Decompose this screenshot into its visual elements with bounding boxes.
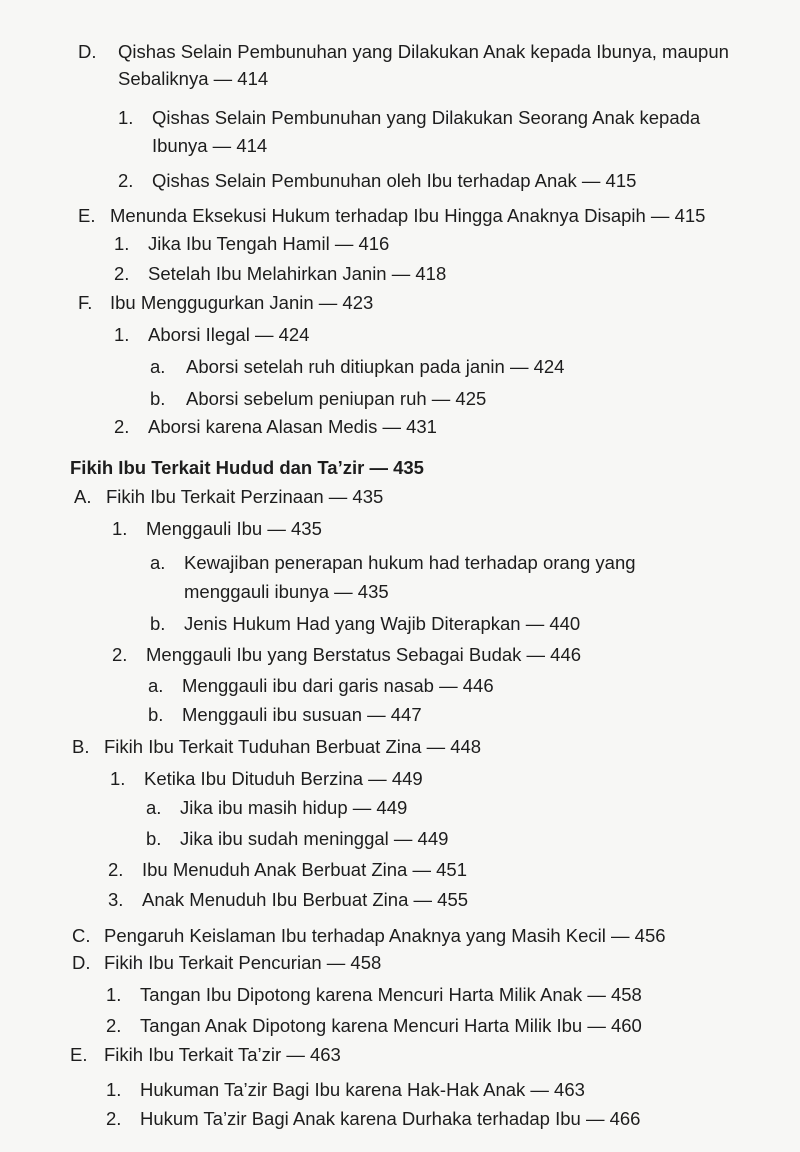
toc-entry-text: Hukuman Ta’zir Bagi Ibu karena Hak-Hak Anak — 463 [140,1079,585,1100]
toc-entry-text: Menggauli Ibu yang Berstatus Sebagai Budak — 446 [146,644,582,665]
toc-entry-text: menggauli ibunya — 435 [184,581,389,602]
toc-entry-text: Menggauli Ibu — 435 [146,518,322,539]
toc-entry-marker: 3. [108,889,124,910]
toc-entry-marker: 1. [114,324,130,345]
toc-entry-marker: a. [148,675,164,696]
toc-entry-text: Qishas Selain Pembunuhan oleh Ibu terhadap Anak — 415 [152,170,637,191]
toc-entry-text: Anak Menuduh Ibu Berbuat Zina — 455 [142,889,469,910]
toc-entry-marker: b. [146,828,162,849]
toc-entry-text: Fikih Ibu Terkait Tuduhan Berbuat Zina — 448 [104,736,482,757]
toc-entry-marker: 1. [110,768,126,789]
toc-entry-text: Fikih Ibu Terkait Pencurian — 458 [104,952,382,973]
toc-entry-marker: D. [72,952,91,973]
toc-entry-marker: b. [150,613,166,634]
toc-entry-marker: B. [72,736,90,757]
toc-entry-marker: 1. [106,1079,122,1100]
toc-entry-marker: b. [148,704,164,725]
toc-entry-marker: 2. [114,416,130,437]
toc-entry-text: Ibu Menggugurkan Janin — 423 [110,292,374,313]
toc-entry-marker: 2. [106,1108,122,1129]
toc-entry-marker: D. [78,41,97,62]
toc-entry-text: Kewajiban penerapan hukum had terhadap orang yang [184,552,636,573]
toc-entry-text: Hukum Ta’zir Bagi Anak karena Durhaka terhadap Ibu — 466 [140,1108,641,1129]
toc-entry-text: Aborsi setelah ruh ditiupkan pada janin — 424 [186,356,565,377]
toc-entry-marker: a. [146,797,162,818]
toc-entry-text: Sebaliknya — 414 [118,68,269,89]
toc-entry-text: Qishas Selain Pembunuhan yang Dilakukan Anak kepada Ibunya, maupun [118,41,729,62]
toc-entry-marker: 2. [112,644,128,665]
toc-entry-marker: 2. [114,263,130,284]
toc-entry-text: Menunda Eksekusi Hukum terhadap Ibu Hingga Anaknya Disapih — 415 [110,205,706,226]
toc-entry-marker: a. [150,552,166,573]
toc-entry-marker: 2. [106,1015,122,1036]
toc-entry-text: Tangan Anak Dipotong karena Mencuri Harta Milik Ibu — 460 [140,1015,642,1036]
toc-entry-text: Jika ibu sudah meninggal — 449 [180,828,449,849]
toc-entry-marker: E. [70,1044,88,1065]
toc-entry-marker: E. [78,205,96,226]
toc-entry-text: Setelah Ibu Melahirkan Janin — 418 [148,263,447,284]
section-heading-text: Fikih Ibu Terkait Hudud dan Ta’zir — 435 [70,457,424,478]
toc-entry-text: Menggauli ibu dari garis nasab — 446 [182,675,494,696]
toc-entry-marker: F. [78,292,93,313]
toc-entry-text: Aborsi karena Alasan Medis — 431 [148,416,437,437]
toc-entry-text: Fikih Ibu Terkait Ta’zir — 463 [104,1044,341,1065]
toc-entry-text: Ibu Menuduh Anak Berbuat Zina — 451 [142,859,467,880]
toc-entry-text: Ketika Ibu Dituduh Berzina — 449 [144,768,423,789]
toc-entry-text: Ibunya — 414 [152,135,268,156]
toc-entry-text: Jika ibu masih hidup — 449 [180,797,408,818]
toc-entry-text: Tangan Ibu Dipotong karena Mencuri Harta Milik Anak — 458 [140,984,642,1005]
toc-entry-text: Aborsi Ilegal — 424 [148,324,310,345]
toc-entry-marker: 2. [118,170,134,191]
toc-entry-text: Aborsi sebelum peniupan ruh — 425 [186,388,487,409]
toc-entry-marker: b. [150,388,166,409]
toc-entry-text: Jenis Hukum Had yang Wajib Diterapkan — 440 [184,613,581,634]
toc-entry-marker: a. [150,356,166,377]
toc-entry-marker: 1. [112,518,128,539]
toc-entry-text: Pengaruh Keislaman Ibu terhadap Anaknya yang Masih Kecil — 456 [104,925,666,946]
toc-entry-marker: 1. [114,233,130,254]
toc-entry-marker: 2. [108,859,124,880]
toc-entry-marker: C. [72,925,91,946]
toc-entry-text: Jika Ibu Tengah Hamil — 416 [148,233,390,254]
toc-entry-text: Fikih Ibu Terkait Perzinaan — 435 [106,486,384,507]
toc-entry-text: Menggauli ibu susuan — 447 [182,704,422,725]
toc-entry-marker: A. [74,486,92,507]
toc-entry-marker: 1. [106,984,122,1005]
toc-entry-marker: 1. [118,107,134,128]
toc-entry-text: Qishas Selain Pembunuhan yang Dilakukan Seorang Anak kepada [152,107,701,128]
